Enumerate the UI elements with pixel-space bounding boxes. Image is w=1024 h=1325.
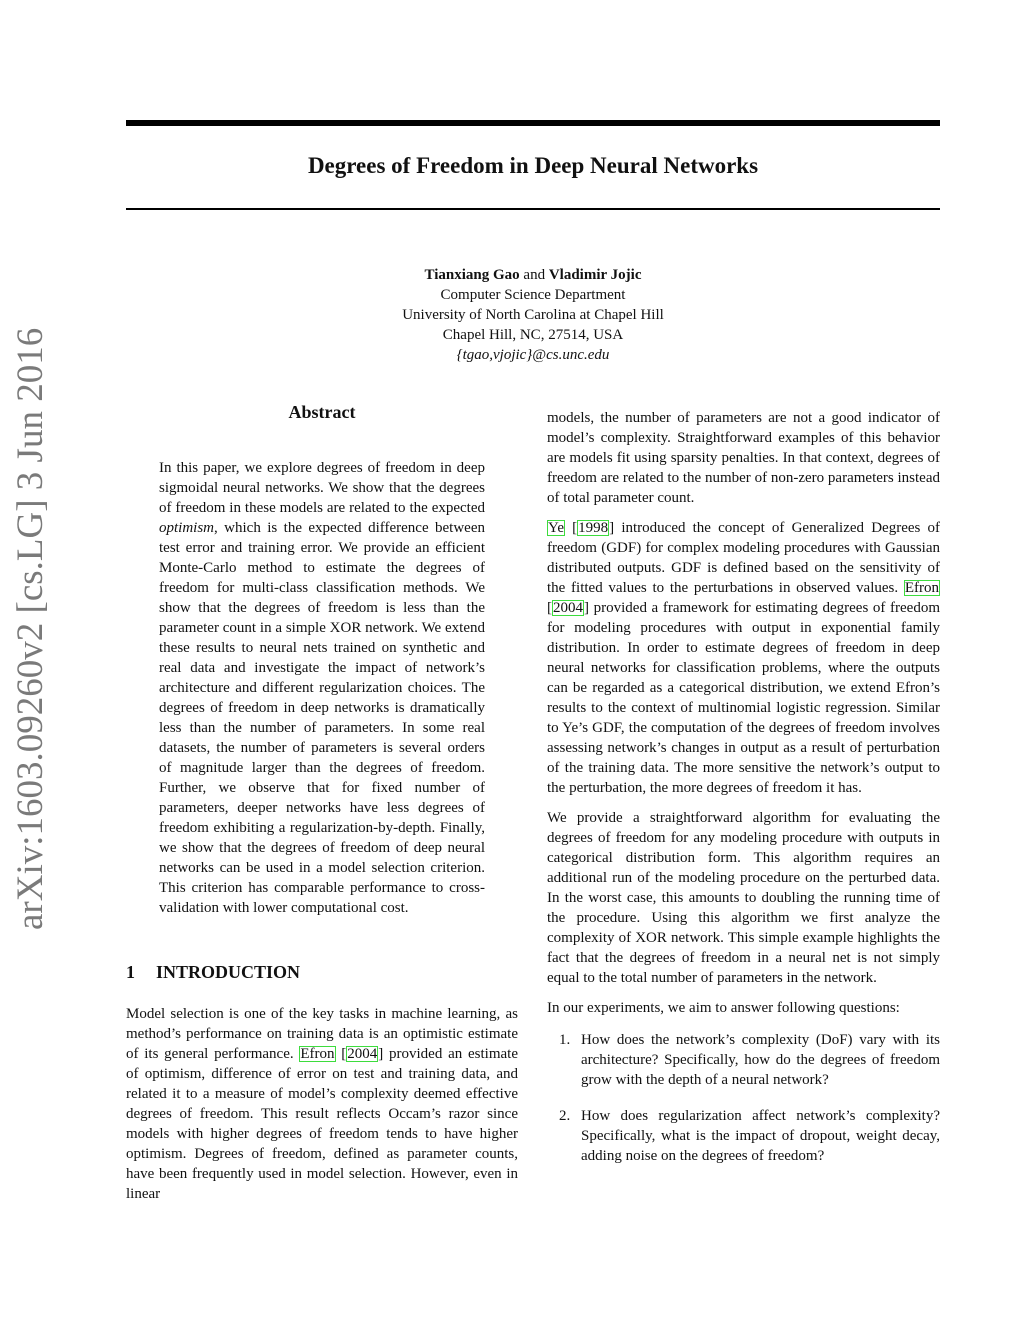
- abstract-heading: Abstract: [288, 402, 356, 422]
- author-block: [126, 265, 940, 365]
- author-department: Computer Science Department: [440, 287, 626, 303]
- citation-link[interactable]: 2004: [347, 1046, 378, 1062]
- abstract-text-part: In this paper, we explore degrees of freedom in deep sigmoidal neural networks. We show that the degrees of freedom in these models are related to the expected: [159, 460, 485, 516]
- author-names: [126, 265, 940, 285]
- list-item-text: How does regularization affect network’s complexity? Specifically, what is the impact of dropout, weight decay, adding noise on the degrees of freedom?: [581, 1108, 940, 1164]
- author-address: Chapel Hill, NC, 27514, USA: [442, 327, 624, 343]
- paragraph-text: provided an estimate of optimism, difference of error on test and training data, and related it to a measure of model’s complexity deemed effective degrees of freedom. This result reflects Occam’s razor since models with higher degrees of freedom tends to have higher optimism. Degrees of freedom, defined as parameter counts, have been frequently used in model selection. However, even in linear: [126, 1046, 518, 1202]
- abstract-emphasis: optimism: [159, 520, 215, 536]
- section-title: INTRODUCTION: [156, 962, 301, 982]
- intro-paragraph: Model selection is one of the key tasks in machine learning, as method’s performance on training data is an optimistic estimate of its general performance. Efron [2004] provided an estimate of optimism, difference of error on test and training data, and related it to a measure of model’s complexity deemed effective degrees of freedom. This result reflects Occam’s razor since models with higher degrees of freedom tends to have higher optimism. Degrees of freedom, defined as parameter counts, have been frequently used in model selection. However, even in linear: [126, 1006, 518, 1202]
- intro-paragraph: Ye [1998] introduced the concept of Generalized Degrees of freedom (GDF) for complex modeling procedures with Gaussian distributed outputs. GDF is defined based on the sensitivity of the fitted values to the perturbations in observed values. Efron [2004] provided a framework for estimating degrees of freedom for modeling procedures with output in exponential family distribution. In order to estimate degrees of freedom in deep neural networks for classification problems, where the outputs can be regarded as a categorical distribution, we extend Efron’s results to the context of multinomial logistic regression. Similar to Ye’s GDF, the computation of the degrees of freedom involves assessing network’s changes in output as a result of perturbation of the training data. The more sensitive the network’s output to the perturbation, the more degrees of freedom it has.: [547, 520, 940, 796]
- author-conjunction: and: [523, 267, 546, 283]
- section-number: 1: [126, 962, 135, 982]
- list-number: 2.: [559, 1108, 571, 1124]
- list-number: 1.: [559, 1032, 571, 1048]
- author-name: Tianxiang Gao: [424, 267, 520, 283]
- intro-paragraph: models, the number of parameters are not a good indicator of model’s complexity. Straightforward examples of this behavior are models fit using sparsity penalties. In that context, degrees of freedom are related to the number of non-zero parameters instead of total parameter count.: [547, 410, 940, 506]
- section-heading-introduction: [126, 960, 518, 984]
- author-name: Vladimir Jojic: [548, 267, 642, 283]
- citation-link[interactable]: 2004: [553, 600, 583, 616]
- questions-list: [547, 1030, 940, 1166]
- title-rule-bottom: [126, 208, 940, 210]
- left-column: [126, 400, 518, 1214]
- paragraph-text: provided a framework for estimating degrees of freedom for modeling procedures with output in exponential family distribution. In order to estimate degrees of freedom in deep neural networks for classification problems, where the outputs can be regarded as a categorical distribution, we extend Efron’s results to the context of multinomial logistic regression. Similar to Ye’s GDF, the computation of the degrees of freedom involves assessing network’s changes in output as a result of perturbation of the training data. The more sensitive the network’s output to the perturbation, the more degrees of freedom it has.: [547, 600, 940, 796]
- paper-title: Degrees of Freedom in Deep Neural Networks: [307, 153, 759, 178]
- abstract-text-part: , which is the expected difference between test error and training error. We provide an efficient Monte-Carlo method to estimate the degrees of freedom for multi-class classification methods. We show that the degrees of freedom is less than the parameter count in a simple XOR network. We extend these results to neural nets trained on synthetic and real data and investigate the impact of network’s architecture and different regularization choices. The degrees of freedom in deep networks is dramatically less than the number of parameters. In some real datasets, the number of parameters is several orders of magnitude larger than the degrees of freedom. Further, we observe that for fixed number of parameters, deeper networks have less degrees of freedom exhibiting a regularization-by-depth. Finally, we show that the degrees of freedom of deep neural networks can be used in a model selection criterion. This criterion has comparable performance to cross-validation with lower computational cost.: [159, 520, 485, 916]
- citation-link[interactable]: 1998: [578, 520, 609, 536]
- intro-paragraph: We provide a straightforward algorithm for evaluating the degrees of freedom for any modeling procedure with outputs in categorical distribution form. This algorithm requires an additional run of the modeling procedure on the perturbed data. In the worst case, this amounts to doubling the running time of the procedure. Using this algorithm we first analyze the complexity of XOR network. This simple example highlights the fact that the degrees of freedom in a neural net is not simply equal to the total number of parameters in the network.: [547, 810, 940, 986]
- list-item-text: How does the network’s complexity (DoF) vary with its architecture? Specifically, how do the degrees of freedom grow with the depth of a neural network?: [581, 1032, 940, 1088]
- citation-link[interactable]: Ye: [548, 520, 564, 536]
- list-item: [547, 1030, 940, 1090]
- abstract-text: [159, 458, 485, 918]
- paragraph-text: Model selection is one of the key tasks in machine learning, as method’s performance on training data is an optimistic estimate of its general performance.: [126, 1006, 518, 1062]
- list-item: [547, 1106, 940, 1166]
- right-column: [547, 408, 940, 1182]
- author-email: {tgao,vjojic}@cs.unc.edu: [456, 347, 610, 363]
- citation-link[interactable]: Efron: [904, 580, 939, 596]
- title-rule-top: [126, 120, 940, 126]
- arxiv-stamp: arXiv:1603.09260v2 [cs.LG] 3 Jun 2016: [10, 327, 51, 930]
- citation-link[interactable]: Efron: [300, 1046, 335, 1062]
- author-university: University of North Carolina at Chapel Hill: [402, 307, 664, 323]
- intro-paragraph: In our experiments, we aim to answer following questions:: [547, 1000, 900, 1016]
- paragraph-text: introduced the concept of Generalized Degrees of freedom (GDF) for complex modeling procedures with Gaussian distributed outputs. GDF is defined based on the sensitivity of the fitted values to the perturbations in observed values.: [547, 520, 940, 596]
